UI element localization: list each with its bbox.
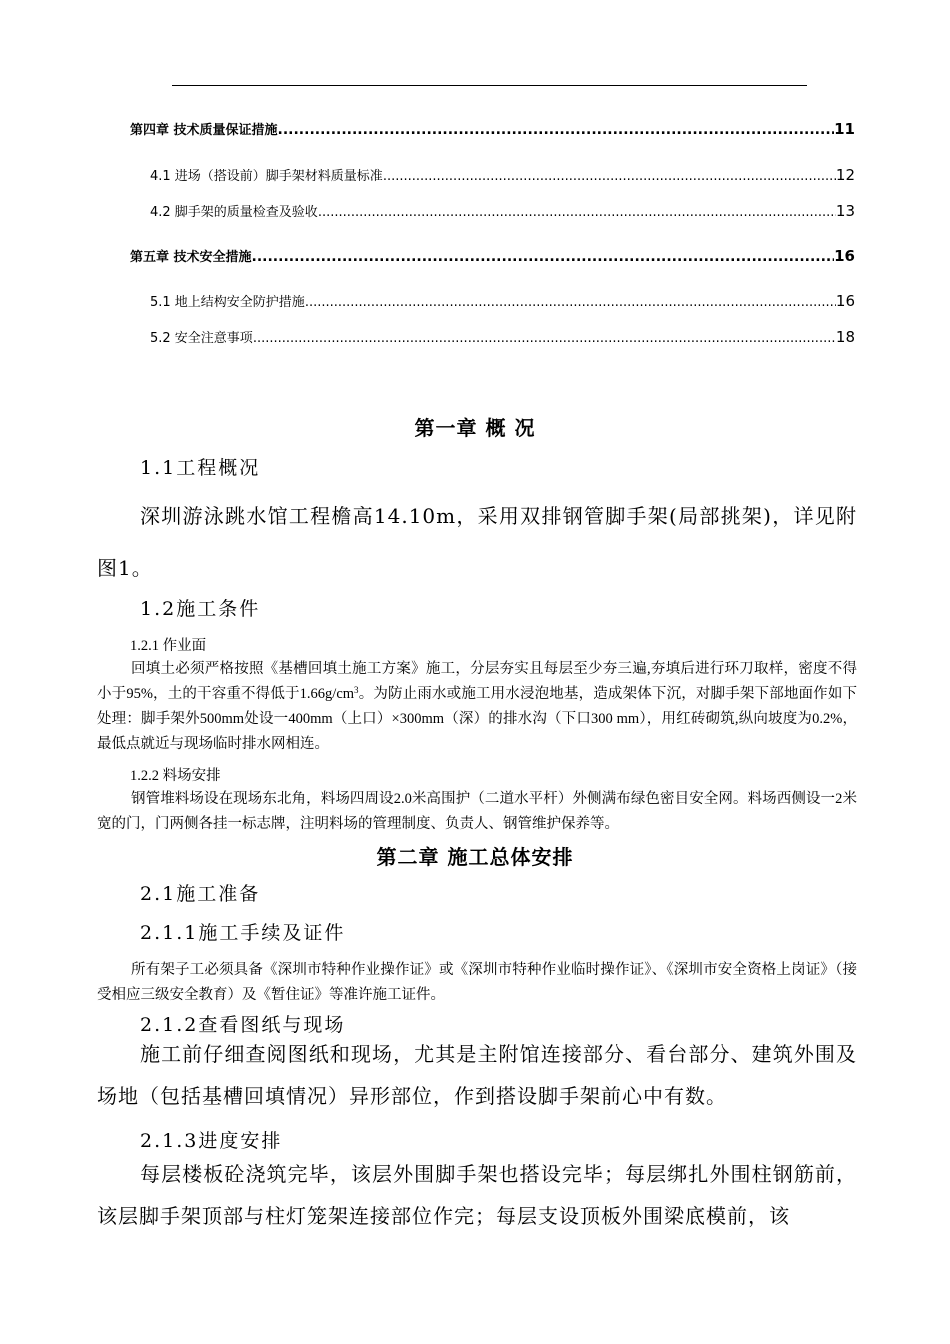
toc-page-number: 18: [835, 328, 855, 346]
toc-page-number: 11: [834, 120, 855, 138]
superscript: 3: [354, 685, 359, 695]
toc-page-number: 13: [835, 202, 855, 220]
section-1-2-1-text: [97, 657, 857, 757]
toc-page-number: 16: [834, 247, 855, 265]
toc-leader: [252, 249, 835, 265]
toc-leader: [305, 295, 836, 310]
toc-page-number: 12: [835, 166, 855, 184]
section-2-1-1-text: 所有架子工必须具备《深圳市特种作业操作证》或《深圳市特种作业临时操作证》、《深圳市安全资格上岗证》（接受相应三级安全教育）及《暂住证》等准许施工证件。: [97, 962, 857, 1003]
toc-entry-label: 4.2 脚手架的质量检查及验收: [150, 205, 318, 220]
toc-entry-label: 5.1 地上结构安全防护措施: [150, 295, 305, 310]
section-1-2-1-text-part1: 回填土必须严格按照《基槽回填土施工方案》施工，分层夯实且每层至少夯三遍,夯填后进行环刀取样，密度不得小于95%，土的干容重不得低于1.66g/cm: [97, 661, 857, 702]
section-1-2-1-text-part2: 。为防止雨水或施工用水浸泡地基，造成架体下沉，对脚手架下部地面作如下处理：脚手架外500mm处设一400mm（上口）×300mm（深）的排水沟（下口300 mm），用红砖砌筑,纵向坡度为0.2%，最低点就近与现场临时排水网相连。: [97, 686, 858, 752]
chapter1-title: 第一章 概 况: [414, 416, 536, 440]
toc-entry-5-1[interactable]: [150, 290, 855, 310]
toc-entry-label: 5.2 安全注意事项: [150, 331, 253, 346]
toc-entry-4-2[interactable]: [150, 200, 855, 220]
section-2-1-heading: 2.1施工准备: [140, 883, 261, 905]
toc-entry-4-1[interactable]: [150, 164, 855, 184]
toc-page-number: 16: [835, 292, 855, 310]
section-2-1-1-heading: 2.1.1施工手续及证件: [140, 922, 346, 944]
section-1-1-text: 深圳游泳跳水馆工程檐高14.10m，采用双排钢管脚手架(局部挑架)，详见附图1。: [97, 504, 857, 580]
toc-entry-chapter4[interactable]: [130, 118, 855, 138]
section-1-2-1-heading: 1.2.1 作业面: [130, 638, 207, 654]
toc-entry-chapter5[interactable]: [130, 245, 855, 265]
section-1-2-2-heading: 1.2.2 料场安排: [130, 768, 221, 784]
header-rule: [172, 85, 807, 86]
toc-leader: [383, 169, 836, 184]
section-1-2-heading: 1.2施工条件: [140, 598, 261, 620]
toc-entry-5-2[interactable]: [150, 326, 855, 346]
section-2-1-3-text: 每层楼板砼浇筑完毕，该层外围脚手架也搭设完毕；每层绑扎外围柱钢筋前，该层脚手架顶部与柱灯笼架连接部位作完；每层支设顶板外围梁底模前，该: [97, 1162, 857, 1228]
section-2-1-3-heading: 2.1.3进度安排: [140, 1130, 283, 1152]
chapter2-title: 第二章 施工总体安排: [376, 845, 574, 869]
toc-leader: [278, 122, 835, 138]
toc-entry-label: 第五章 技术安全措施: [130, 250, 252, 265]
toc-entry-label: 第四章 技术质量保证措施: [130, 123, 278, 138]
toc-leader: [318, 205, 836, 220]
section-1-2-2-text: 钢管堆料场设在现场东北角，料场四周设2.0米高围护（二道水平杆）外侧满布绿色密目安全网。料场西侧设一2米宽的门，门两侧各挂一标志牌，注明料场的管理制度、负责人、钢管维护保养等。: [97, 791, 857, 832]
section-2-1-2-heading: 2.1.2查看图纸与现场: [140, 1014, 346, 1036]
section-2-1-2-text: 施工前仔细查阅图纸和现场，尤其是主附馆连接部分、看台部分、建筑外围及场地（包括基槽回填情况）异形部位，作到搭设脚手架前心中有数。: [97, 1042, 857, 1108]
section-1-1-heading: 1.1工程概况: [140, 457, 261, 479]
toc-entry-label: 4.1 进场（搭设前）脚手架材料质量标准: [150, 169, 383, 184]
toc-leader: [253, 331, 836, 346]
